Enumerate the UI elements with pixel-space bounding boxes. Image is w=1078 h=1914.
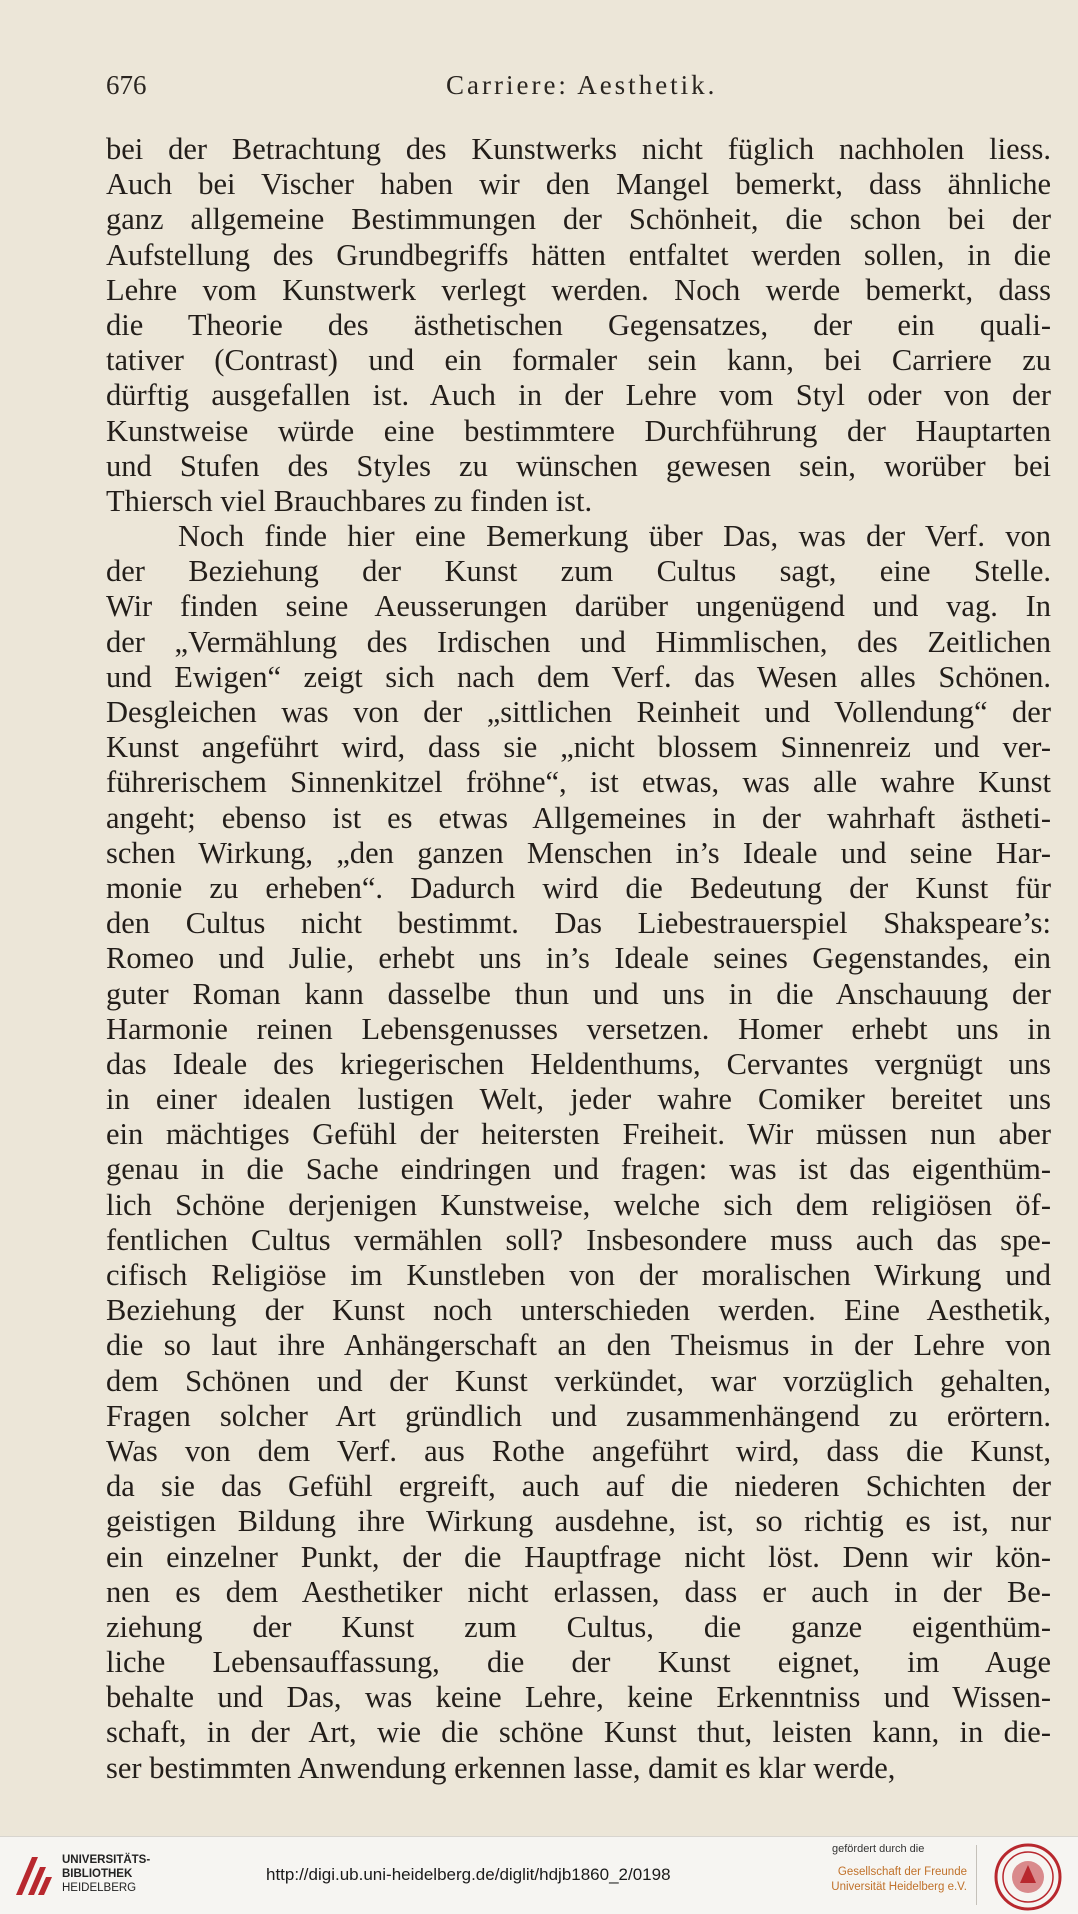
text-line: der „Vermählung des Irdischen und Himmlischen, des Zeitlichen (106, 624, 1051, 659)
text-line: cifisch Religiöse im Kunstleben von der moralischen Wirkung und (106, 1258, 1051, 1292)
library-name-line: BIBLIOTHEK (62, 1868, 133, 1880)
funded-by-label: gefördert durch die (832, 1843, 925, 1855)
text-line: Lehre vom Kunstwerk verlegt werden. Noch werde bemerkt, dass (106, 272, 1051, 307)
text-line: ein einzelner Punkt, der die Hauptfrage nicht löst. Denn wir kön- (106, 1539, 1051, 1574)
text-line: Noch finde hier eine Bemerkung über Das, was der Verf. von (178, 519, 1051, 554)
text-line: nen es dem Aesthetiker nicht erlassen, dass er auch in der Be- (106, 1574, 1051, 1609)
text-line: dürftig ausgefallen ist. Auch in der Lehre vom Styl oder von der (106, 378, 1051, 413)
text-line: Harmonie reinen Lebensgenusses versetzen. Homer erhebt uns in (106, 1011, 1051, 1046)
text-line: angeht; ebenso ist es etwas Allgemeines in der wahrhaft ästheti- (106, 800, 1051, 835)
text-line: und Stufen des Styles zu wünschen gewesen sein, worüber bei (106, 448, 1051, 483)
text-line: führerischem Sinnenkitzel fröhne“, ist etwas, was alle wahre Kunst (106, 765, 1051, 800)
text-line: den Cultus nicht bestimmt. Das Liebestrauerspiel Shakspeare’s: (106, 906, 1051, 941)
society-name (822, 1865, 967, 1895)
text-line: und Ewigen“ zeigt sich nach dem Verf. das Wesen alles Schönen. (106, 659, 1051, 694)
text-line: Romeo und Julie, erhebt uns in’s Ideale seines Gegenstandes, ein (106, 941, 1051, 976)
text-line: geistigen Bildung ihre Wirkung ausdehne, ist, so richtig es ist, nur (106, 1504, 1051, 1539)
text-line: lich Schöne derjenigen Kunstweise, welche sich dem religiösen öf- (106, 1187, 1051, 1222)
permalink-url[interactable]: http://digi.ub.uni-heidelberg.de/diglit/hdjb1860_2/0198 (266, 1865, 671, 1884)
text-line: schen Wirkung, „den ganzen Menschen in’s Ideale und seine Har- (106, 835, 1051, 870)
text-line: Aufstellung des Grundbegriffs hätten entfaltet werden sollen, in die (106, 237, 1051, 272)
text-line: die so laut ihre Anhängerschaft an den Theismus in der Lehre von (106, 1328, 1051, 1363)
text-line: Fragen solcher Art gründlich und zusammenhängend zu erörtern. (106, 1398, 1051, 1433)
text-line: die Theorie des ästhetischen Gegensatzes, der ein quali- (106, 307, 1051, 342)
text-line: in einer idealen lustigen Welt, jeder wahre Comiker bereitet uns (106, 1082, 1051, 1117)
text-line: liche Lebensauffassung, die der Kunst eignet, im Auge (106, 1645, 1051, 1680)
text-line: Beziehung der Kunst noch unterschieden werden. Eine Aesthetik, (106, 1293, 1051, 1328)
text-line: Kunstweise würde eine bestimmtere Durchführung der Hauptarten (106, 413, 1051, 448)
library-name-line: HEIDELBERG (62, 1882, 137, 1894)
running-title: Carriere: Aesthetik. (446, 70, 718, 100)
text-line: Auch bei Vischer haben wir den Mangel bemerkt, dass ähnliche (106, 167, 1051, 202)
text-line: Kunst angeführt wird, dass sie „nicht blossem Sinnenreiz und ver- (106, 730, 1051, 765)
text-line: behalte und Das, was keine Lehre, keine Erkenntniss und Wissen- (106, 1680, 1051, 1715)
body-text (106, 132, 1051, 1786)
text-line: genau in die Sache eindringen und fragen: was ist das eigenthüm- (106, 1152, 1051, 1187)
text-line: ganz allgemeine Bestimmungen der Schönheit, die schon bei der (106, 202, 1051, 237)
text-line: fentlichen Cultus vermählen soll? Insbesondere muss auch das spe- (106, 1222, 1051, 1257)
page-number: 676 (106, 70, 147, 100)
text-line: Desgleichen was von der „sittlichen Reinheit und Vollendung“ der (106, 695, 1051, 729)
running-head (106, 70, 1052, 110)
text-line: da sie das Gefühl ergreift, auch auf die niederen Schichten der (106, 1469, 1051, 1504)
text-line: guter Roman kann dasselbe thun und uns in die Anschauung der (106, 976, 1051, 1011)
text-line: ser bestimmten Anwendung erkennen lasse, damit es klar werde, (106, 1750, 896, 1785)
text-line: ein mächtiges Gefühl der heitersten Freiheit. Wir müssen nun aber (106, 1117, 1051, 1152)
text-line: monie zu erheben“. Dadurch wird die Bedeutung der Kunst für (106, 870, 1051, 905)
text-line: Thiersch viel Brauchbares zu finden ist. (106, 483, 593, 518)
library-logo-icon (10, 1851, 54, 1901)
library-name (62, 1853, 150, 1895)
university-seal-icon (994, 1843, 1062, 1911)
text-line: Was von dem Verf. aus Rothe angeführt wird, dass die Kunst, (106, 1433, 1051, 1468)
text-line: ziehung der Kunst zum Cultus, die ganze eigenthüm- (106, 1609, 1051, 1644)
text-line: das Ideale des kriegerischen Heldenthums, Cervantes vergnügt uns (106, 1046, 1051, 1081)
text-line: dem Schönen und der Kunst verkündet, war vorzüglich gehalten, (106, 1363, 1051, 1398)
society-line: Gesellschaft der Freunde (837, 1866, 967, 1878)
footer-divider (976, 1845, 977, 1905)
text-line: schaft, in der Art, wie die schöne Kunst thut, leisten kann, in die- (106, 1715, 1051, 1750)
footer-bar (0, 1836, 1078, 1914)
text-line: der Beziehung der Kunst zum Cultus sagt, eine Stelle. (106, 554, 1051, 589)
text-line: bei der Betrachtung des Kunstwerks nicht füglich nachholen liess. (106, 132, 1051, 166)
text-line: tativer (Contrast) und ein formaler sein kann, bei Carriere zu (106, 343, 1051, 378)
text-line: Wir finden seine Aeusserungen darüber ungenügend und vag. In (106, 589, 1051, 624)
library-name-line: UNIVERSITÄTS- (62, 1854, 151, 1866)
society-line: Universität Heidelberg e.V. (831, 1881, 967, 1893)
